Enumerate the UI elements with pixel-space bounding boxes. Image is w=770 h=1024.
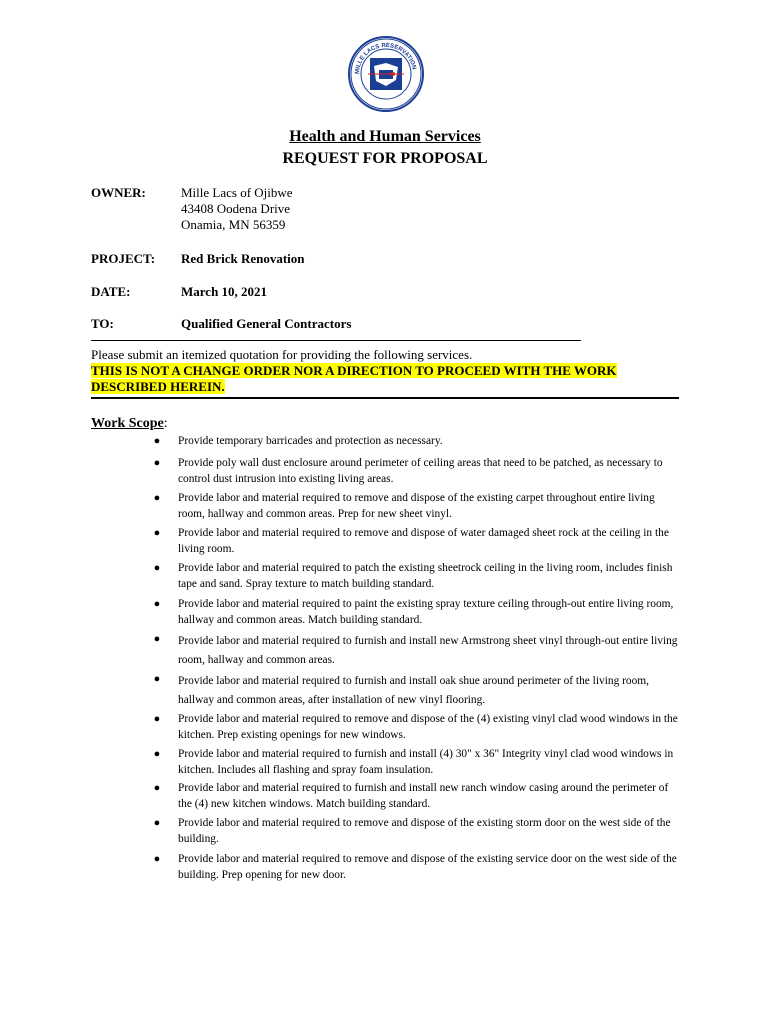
intro-text: Please submit an itemized quotation for providing the following services. (91, 347, 473, 362)
bullet-icon: ● (153, 673, 161, 685)
notice-line-1: THIS IS NOT A CHANGE ORDER NOR A DIRECTION TO PROCEED WITH THE WORK (91, 363, 617, 378)
owner-city: Onamia, MN 56359 (181, 217, 286, 232)
list-item-text: Provide labor and material required to remove and dispose of the existing service door on the west side of the building. Prep opening for new door. (178, 853, 677, 881)
bullet-icon: ● (153, 492, 161, 504)
list-item-text: Provide labor and material required to furnish and install oak shue around perimeter of the living room, hallway and common areas, after installation of new vinyl flooring. (178, 675, 649, 706)
owner-street: 43408 Oodena Drive (181, 201, 291, 216)
page-subtitle: REQUEST FOR PROPOSAL (282, 150, 488, 167)
list-item-text: Provide labor and material required to furnish and install new Armstrong sheet vinyl through-out entire living room, hallway and common areas. (178, 635, 678, 666)
work-scope-colon: : (163, 416, 168, 431)
list-item-text: Provide labor and material required to remove and dispose of the existing storm door on the west side of the building. (178, 817, 671, 845)
list-item-text: Provide labor and material required to paint the existing spray texture ceiling through-out entire living room, hallway and common areas. Match building standard. (178, 598, 674, 626)
bullet-icon: ● (153, 598, 161, 610)
list-item-text: Provide labor and material required to furnish and install (4) 30" x 36" Integrity vinyl clad wood windows in kitchen. Includes all flashing and spray foam insulation. (178, 748, 674, 776)
date-label: DATE: (91, 284, 131, 299)
page-title: Health and Human Services (289, 128, 481, 145)
svg-text:MILLE LACS RESERVATION: MILLE LACS RESERVATION (354, 42, 417, 75)
notice-line-2: DESCRIBED HEREIN. (91, 379, 225, 394)
list-item-text: Provide labor and material required to remove and dispose of the existing carpet throughout entire living room, hallway and common areas. Prep for new sheet vinyl. (178, 492, 655, 520)
list-item-text: Provide temporary barricades and protection as necessary. (178, 435, 443, 447)
divider-line (91, 340, 581, 341)
project-value: Red Brick Renovation (181, 251, 305, 266)
to-value: Qualified General Contractors (181, 316, 352, 331)
bullet-icon: ● (153, 527, 161, 539)
bullet-icon: ● (153, 633, 161, 645)
list-item-text: Provide labor and material required to patch the existing sheetrock ceiling in the living room, includes finish tape and sand. Spray texture to match building standard. (178, 562, 673, 590)
owner-name: Mille Lacs of Ojibwe (181, 185, 293, 200)
list-item-text: Provide labor and material required to furnish and install new ranch window casing around the perimeter of the (4) new kitchen windows. Match building standard. (178, 782, 669, 810)
owner-label: OWNER: (91, 185, 146, 200)
list-item-text: Provide poly wall dust enclosure around perimeter of ceiling areas that need to be patched, as necessary to control dust intrusion into existing living areas. (178, 457, 663, 485)
owner-address (181, 185, 293, 233)
bullet-icon: ● (153, 853, 161, 865)
notice-text (91, 363, 617, 395)
section-divider (91, 397, 679, 399)
bullet-icon: ● (153, 562, 161, 574)
to-label: TO: (91, 316, 114, 331)
project-label: PROJECT: (91, 251, 156, 266)
list-item-text: Provide labor and material required to remove and dispose of the (4) existing vinyl clad wood windows in the kitchen. Prep existing openings for new windows. (178, 713, 678, 741)
bullet-icon: ● (153, 782, 161, 794)
mille-lacs-seal-logo (348, 36, 424, 112)
bullet-icon: ● (153, 435, 161, 447)
bullet-icon: ● (153, 748, 161, 760)
bullet-icon: ● (153, 817, 161, 829)
work-scope-label: Work Scope (91, 416, 164, 431)
bullet-icon: ● (153, 713, 161, 725)
list-item-text: Provide labor and material required to remove and dispose of water damaged sheet rock at the ceiling in the living room. (178, 527, 669, 555)
bullet-icon: ● (153, 457, 161, 469)
work-scope-heading (91, 416, 168, 432)
date-value: March 10, 2021 (181, 284, 268, 299)
